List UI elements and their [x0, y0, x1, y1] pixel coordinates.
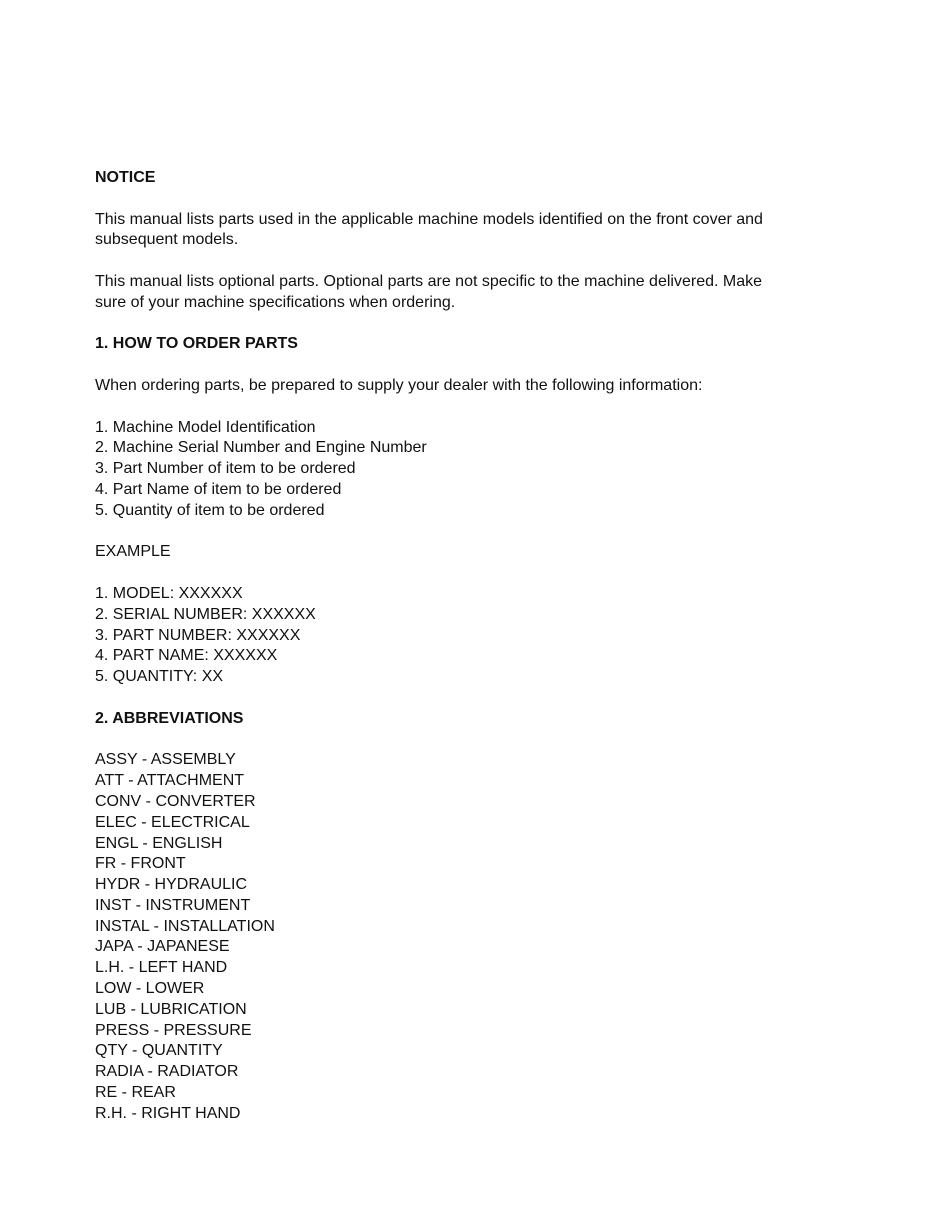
list-item: 3. Part Number of item to be ordered [95, 460, 356, 478]
list-item: L.H. - LEFT HAND [95, 959, 228, 977]
example-label: EXAMPLE [95, 543, 171, 561]
list-item: LOW - LOWER [95, 980, 205, 998]
list-item: INSTAL - INSTALLATION [95, 917, 275, 935]
list-item: RE - REAR [95, 1084, 176, 1102]
example-list [95, 584, 855, 688]
list-item: CONV - CONVERTER [95, 792, 256, 810]
list-item: ASSY - ASSEMBLY [95, 751, 236, 769]
list-item: FR - FRONT [95, 855, 186, 873]
list-item: 4. PART NAME: XXXXXX [95, 647, 278, 665]
notice-heading: NOTICE [95, 169, 156, 186]
list-item: ENGL - ENGLISH [95, 834, 223, 852]
list-item: ELEC - ELECTRICAL [95, 813, 250, 831]
list-item: HYDR - HYDRAULIC [95, 876, 248, 894]
notice-paragraph-1-line-2: subsequent models. [95, 231, 239, 249]
list-item: 2. SERIAL NUMBER: XXXXXX [95, 605, 316, 623]
list-item: 3. PART NUMBER: XXXXXX [95, 626, 301, 644]
abbreviations-heading: 2. ABBREVIATIONS [95, 709, 244, 727]
list-item: LUB - LUBRICATION [95, 1000, 247, 1018]
list-item: QTY - QUANTITY [95, 1042, 223, 1060]
list-item: 1. MODEL: XXXXXX [95, 584, 243, 602]
list-item: 5. Quantity of item to be ordered [95, 501, 325, 519]
notice-paragraph-2-line-1: This manual lists optional parts. Optional parts are not specific to the machine delivered. Make [95, 272, 762, 290]
page-content [95, 168, 855, 1125]
list-item: PRESS - PRESSURE [95, 1021, 252, 1039]
abbreviations-list [95, 750, 855, 1124]
list-item: 1. Machine Model Identification [95, 418, 316, 436]
list-item: 2. Machine Serial Number and Engine Number [95, 439, 427, 457]
how-to-order-heading: 1. HOW TO ORDER PARTS [95, 335, 298, 353]
list-item: INST - INSTRUMENT [95, 896, 251, 914]
list-item: R.H. - RIGHT HAND [95, 1104, 241, 1122]
list-item: ATT - ATTACHMENT [95, 772, 245, 790]
notice-paragraph-2-line-2: sure of your machine specifications when ordering. [95, 293, 456, 311]
list-item: RADIA - RADIATOR [95, 1063, 239, 1081]
order-info-list [95, 418, 855, 522]
notice-paragraph-1-line-1: This manual lists parts used in the applicable machine models identified on the front cover and [95, 210, 763, 228]
list-item: JAPA - JAPANESE [95, 938, 230, 956]
list-item: 4. Part Name of item to be ordered [95, 480, 342, 498]
how-to-order-intro: When ordering parts, be prepared to supply your dealer with the following information: [95, 376, 703, 394]
list-item: 5. QUANTITY: XX [95, 668, 224, 686]
